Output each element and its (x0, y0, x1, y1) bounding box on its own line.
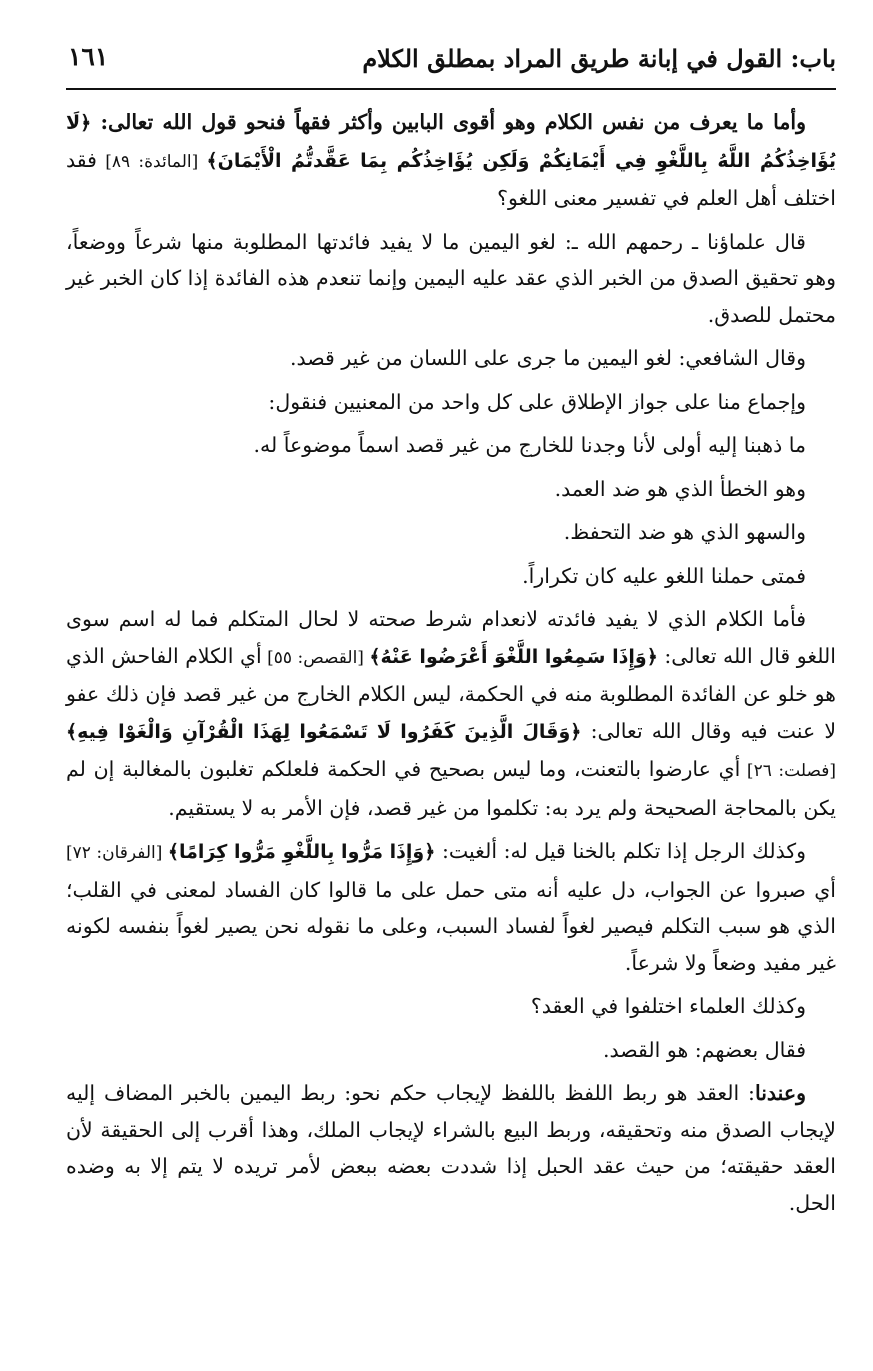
chapter-title: باب: القول في إبانة طريق المراد بمطلق الكلام (362, 44, 836, 73)
page-body (66, 104, 836, 1221)
verse-reference: [القصص: ٥٥] (261, 647, 370, 668)
text-run: وإجماع منا على جواز الإطلاق على كل واحد من المعنيين فنقول: (268, 389, 806, 414)
quran-verse: ﴿لَا يُؤَاخِذُكُمُ اللَّهُ بِاللَّغْوِ فِي أَيْمَانِكُمْ وَلَكِن يُؤَاخِذُكُم بِمَا عَقَّدتُّمُ الْأَيْمَانَ﴾ (66, 112, 837, 172)
quran-verse: ﴿وَقَالَ الَّذِينَ كَفَرُوا لَا تَسْمَعُوا لِهَذَا الْقُرْآنِ وَالْغَوْا فِيهِ﴾ (66, 720, 582, 743)
running-header (66, 38, 836, 90)
book-page (66, 38, 836, 1348)
text-run: أي صبروا عن الجواب، دل عليه أنه متى حمل على ما قالوا كان الفساد لمعنى في القلب؛ الذي هو سبب التكلم فيصير لغواً لفساد السبب، وعلى ما نقوله نحن يصير لغواً بنفسه لكونه غير مفيد وضعاً ولا شرعاً. (66, 877, 836, 975)
quran-verse: ﴿وَإِذَا مَرُّوا بِاللَّغْوِ مَرُّوا كِرَامًا﴾ (167, 841, 436, 863)
text-run: ما ذهبنا إليه أولى لأنا وجدنا للخارج من غير قصد اسماً موضوعاً له. (253, 433, 806, 457)
text-run: : العقد هو ربط اللفظ باللفظ لإيجاب حكم نحو: ربط اليمين بالخبر المضاف إليه لإيجاب الصدق منه وتحقيقه، وربط البيع بالشراء لإيجاب الملك، وهذا أقرب إلى الحقيقة لأن العقد حقيقته؛ من حيث عقد الحبل إذا شددت بعضه ببعض لأمر تريده لا يتم إلا به وضده الحل. (66, 1081, 836, 1215)
verse-reference: [الفرقان: ٧٢] (66, 843, 168, 863)
body-paragraph (66, 104, 836, 217)
text-run: وهو الخطأ الذي هو ضد العمد. (554, 476, 806, 501)
verse-reference: [فصلت: ٢٦] (740, 761, 836, 781)
body-paragraph (66, 988, 836, 1025)
body-paragraph (66, 471, 836, 508)
body-paragraph (66, 1075, 836, 1221)
page-number: ١٦١ (68, 42, 109, 71)
text-run: أي الكلام الفاحش الذي هو خلو عن الفائدة المطلوبة منه في الحكمة، ليس الكلام الخارج من غير قصد فإن ذلك عفو لا عنت فيه وقال الله تعالى: (66, 643, 837, 743)
body-paragraph (66, 427, 836, 464)
body-paragraph (66, 558, 836, 595)
text-run: أي عارضوا بالتعنت، وما ليس بصحيح في الحكمة فلعلكم تغلبون بالمغالبة إن لم يكن بالمحاجة الصحيحة ولم يرد به: تكلموا من غير قصد، فإن الأمر به لا يستقيم. (66, 757, 836, 820)
verse-reference: [المائدة: ٨٩] (96, 151, 207, 172)
quran-verse: ﴿وَإِذَا سَمِعُوا اللَّغْوَ أَعْرَضُوا عَنْهُ﴾ (369, 645, 658, 668)
bold-text: وأما ما يعرف من نفس الكلام وهو أقوى البابين وأكثر فقهاً فنحو قول الله تعالى: (91, 110, 806, 134)
body-paragraph (66, 514, 836, 551)
body-paragraph (66, 1032, 836, 1069)
text-run: وقال الشافعي: لغو اليمين ما جرى على اللسان من غير قصد. (290, 346, 806, 370)
text-run: والسهو الذي هو ضد التحفظ. (563, 520, 806, 544)
text-run: فقد اختلف أهل العلم في تفسير معنى اللغو؟ (66, 147, 836, 210)
body-paragraph (66, 224, 836, 334)
text-run: فمتى حملنا اللغو عليه كان تكراراً. (522, 563, 806, 588)
text-run: قال علماؤنا ـ رحمهم الله ـ: لغو اليمين ما لا يفيد فائدتها المطلوبة منها شرعاً ووضعاً، وهو تحقيق الصدق من الخبر الذي عقد عليه اليمين وإنما تنعدم هذه الفائدة إذا كان الخبر غير محتمل للصدق. (66, 229, 836, 327)
text-run: فقال بعضهم: هو القصد. (603, 1037, 806, 1062)
text-run: فأما الكلام الذي لا يفيد فائدته لانعدام شرط صحته لا لحال المتكلم فما له اسم سوى اللغو قال الله تعالى: (66, 607, 836, 668)
body-paragraph (66, 384, 836, 421)
body-paragraph (66, 601, 836, 826)
body-paragraph (66, 833, 836, 981)
text-run: وكذلك الرجل إذا تكلم بالخنا قيل له: ألغيت: (435, 839, 806, 863)
body-paragraph (66, 340, 836, 377)
text-run: وكذلك العلماء اختلفوا في العقد؟ (530, 994, 806, 1018)
bold-text: وعندنا (754, 1081, 806, 1105)
